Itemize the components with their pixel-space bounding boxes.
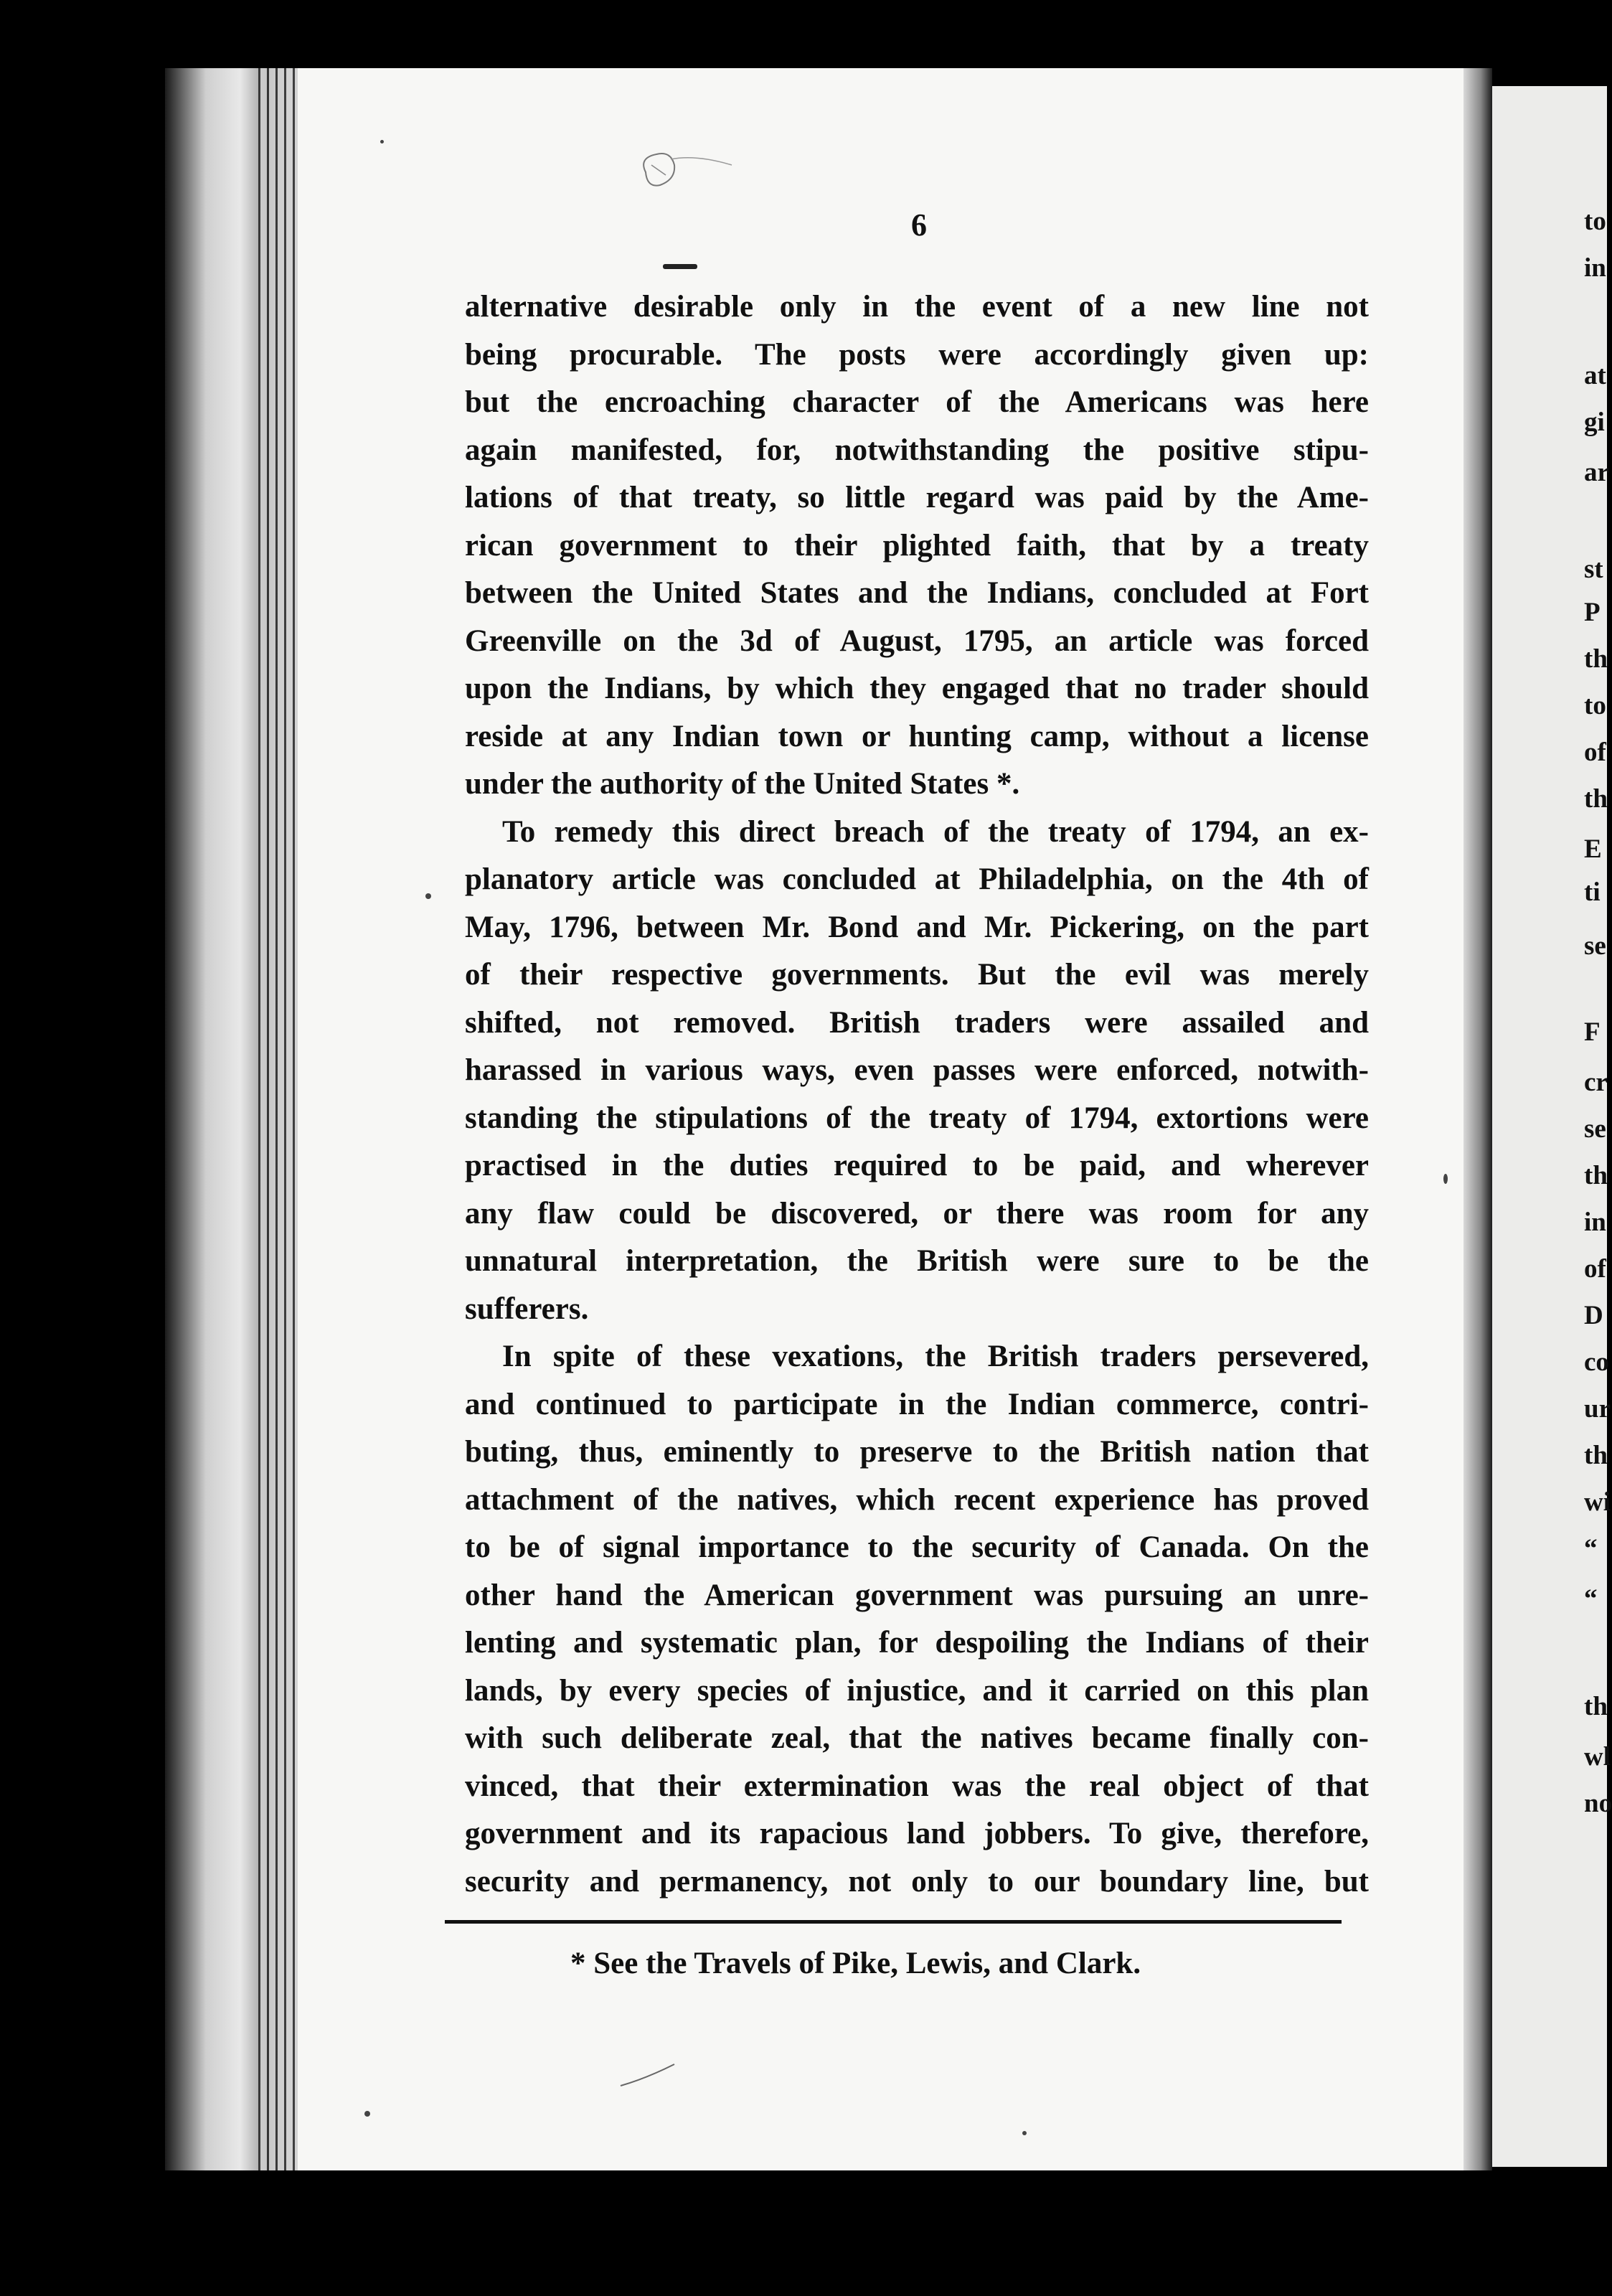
text-line: other hand the American government was pursuing an unre- xyxy=(465,1578,1369,1612)
text-line: but the encroaching character of the Americans was here xyxy=(465,385,1369,419)
facing-page-text-fragment: to xyxy=(1584,207,1606,236)
text-line: unnatural interpretation, the British were sure to be the xyxy=(465,1244,1369,1278)
facing-page-text-fragment: co xyxy=(1584,1347,1609,1377)
text-line: buting, thus, eminently to preserve to the British nation that xyxy=(465,1435,1369,1469)
speck xyxy=(1443,1174,1448,1184)
text-line: reside at any Indian town or hunting camp, without a license xyxy=(465,719,1369,753)
text-line: lations of that treaty, so little regard was paid by the Ame- xyxy=(465,481,1369,514)
facing-page-text-fragment: gi xyxy=(1584,408,1605,437)
facing-page-text-fragment: of xyxy=(1584,1254,1606,1284)
text-line: lands, by every species of injustice, and it carried on this plan xyxy=(465,1673,1369,1708)
text-line: again manifested, for, notwithstanding the positive stipu- xyxy=(465,433,1369,467)
facing-page-text-fragment: ur xyxy=(1584,1394,1611,1424)
facing-page-text-fragment: of xyxy=(1584,738,1606,767)
facing-page-text-fragment: P xyxy=(1584,598,1601,627)
facing-page-text-fragment: ar xyxy=(1584,458,1609,487)
facing-page-text-fragment: st xyxy=(1584,555,1603,584)
facing-page-edge xyxy=(1492,86,1612,2167)
ornament-dash xyxy=(663,264,697,269)
facing-page-text-fragment: wl xyxy=(1584,1742,1611,1772)
footnote-rule xyxy=(445,1920,1342,1924)
facing-page-text-fragment: D xyxy=(1584,1301,1603,1330)
page-number: 6 xyxy=(911,207,927,243)
text-line: practised in the duties required to be paid, and wherever xyxy=(465,1149,1369,1182)
text-line: planatory article was concluded at Philadelphia, on the 4th of xyxy=(465,862,1369,896)
speck xyxy=(380,140,384,144)
text-line: May, 1796, between Mr. Bond and Mr. Pickering, on the part xyxy=(465,910,1369,944)
text-line: between the United States and the Indians, concluded at Fort xyxy=(465,576,1369,610)
page-gutter xyxy=(1463,68,1492,2170)
facing-page-text-fragment: se xyxy=(1584,1114,1606,1144)
text-line: attachment of the natives, which recent experience has proved xyxy=(465,1482,1369,1517)
facing-page-text-fragment: th xyxy=(1584,644,1608,674)
text-line: being procurable. The posts were accordingly given up: xyxy=(465,337,1369,372)
facing-page-text-fragment: E xyxy=(1584,834,1602,864)
speck xyxy=(425,893,431,899)
text-line: to be of signal importance to the security of Canada. On the xyxy=(465,1530,1369,1564)
facing-page-text-fragment: cr xyxy=(1584,1068,1608,1097)
facing-page-text-fragment: F xyxy=(1584,1017,1601,1047)
facing-page-text-fragment: th xyxy=(1584,1161,1608,1190)
pencil-tick-mark xyxy=(617,2061,682,2089)
facing-page-text-fragment: no xyxy=(1584,1789,1612,1818)
binding-edge xyxy=(258,68,301,2170)
text-line: standing the stipulations of the treaty of 1794, extortions were xyxy=(465,1101,1369,1135)
text-line: shifted, not removed. British traders were assailed and xyxy=(465,1005,1369,1040)
text-line: of their respective governments. But the evil was merely xyxy=(465,958,1369,992)
text-line: with such deliberate zeal, that the natives became finally con- xyxy=(465,1721,1369,1755)
facing-page-text-fragment: th xyxy=(1584,1441,1608,1470)
text-line: harassed in various ways, even passes were enforced, notwith- xyxy=(465,1053,1369,1087)
facing-page-text-fragment: “ xyxy=(1584,1534,1598,1563)
facing-page-text-fragment: “ xyxy=(1584,1584,1598,1614)
text-line: government and its rapacious land jobbers. To give, therefore, xyxy=(465,1817,1369,1850)
text-line: alternative desirable only in the event of a new line not xyxy=(465,290,1369,324)
facing-page-text-fragment: ti xyxy=(1584,878,1601,907)
text-line: sufferers. xyxy=(465,1292,589,1326)
text-line: upon the Indians, by which they engaged that no trader should xyxy=(465,672,1369,705)
speck xyxy=(364,2111,370,2117)
facing-page-text-fragment: se xyxy=(1584,931,1606,961)
facing-page-text-fragment: wi xyxy=(1584,1487,1611,1517)
text-line: rican government to their plighted faith, that by a treaty xyxy=(465,528,1369,563)
text-line: In spite of these vexations, the British traders persevered, xyxy=(502,1340,1369,1373)
text-line: To remedy this direct breach of the treaty of 1794, an ex- xyxy=(502,814,1369,849)
text-line: and continued to participate in the Indian commerce, contri- xyxy=(465,1387,1369,1421)
facing-page-text-fragment: to xyxy=(1584,691,1606,720)
footnote: * See the Travels of Pike, Lewis, and Clark. xyxy=(570,1947,1141,1980)
pencil-doodle xyxy=(631,144,739,215)
body-text xyxy=(465,283,1369,1906)
facing-page-text-fragment: in xyxy=(1584,253,1606,283)
speck xyxy=(1022,2131,1027,2135)
text-line: security and permanency, not only to our boundary line, but xyxy=(465,1864,1369,1899)
text-line: any flaw could be discovered, or there was room for any xyxy=(465,1196,1369,1231)
facing-page-text-fragment: th xyxy=(1584,784,1608,814)
text-line: under the authority of the United States *. xyxy=(465,767,1020,801)
facing-page-text-fragment: in xyxy=(1584,1208,1606,1237)
facing-page-text-fragment: at xyxy=(1584,361,1606,390)
text-line: Greenville on the 3d of August, 1795, an article was forced xyxy=(465,624,1369,658)
facing-page-text-fragment: th xyxy=(1584,1692,1608,1721)
text-line: lenting and systematic plan, for despoiling the Indians of their xyxy=(465,1626,1369,1660)
text-line: vinced, that their extermination was the real object of that xyxy=(465,1769,1369,1803)
